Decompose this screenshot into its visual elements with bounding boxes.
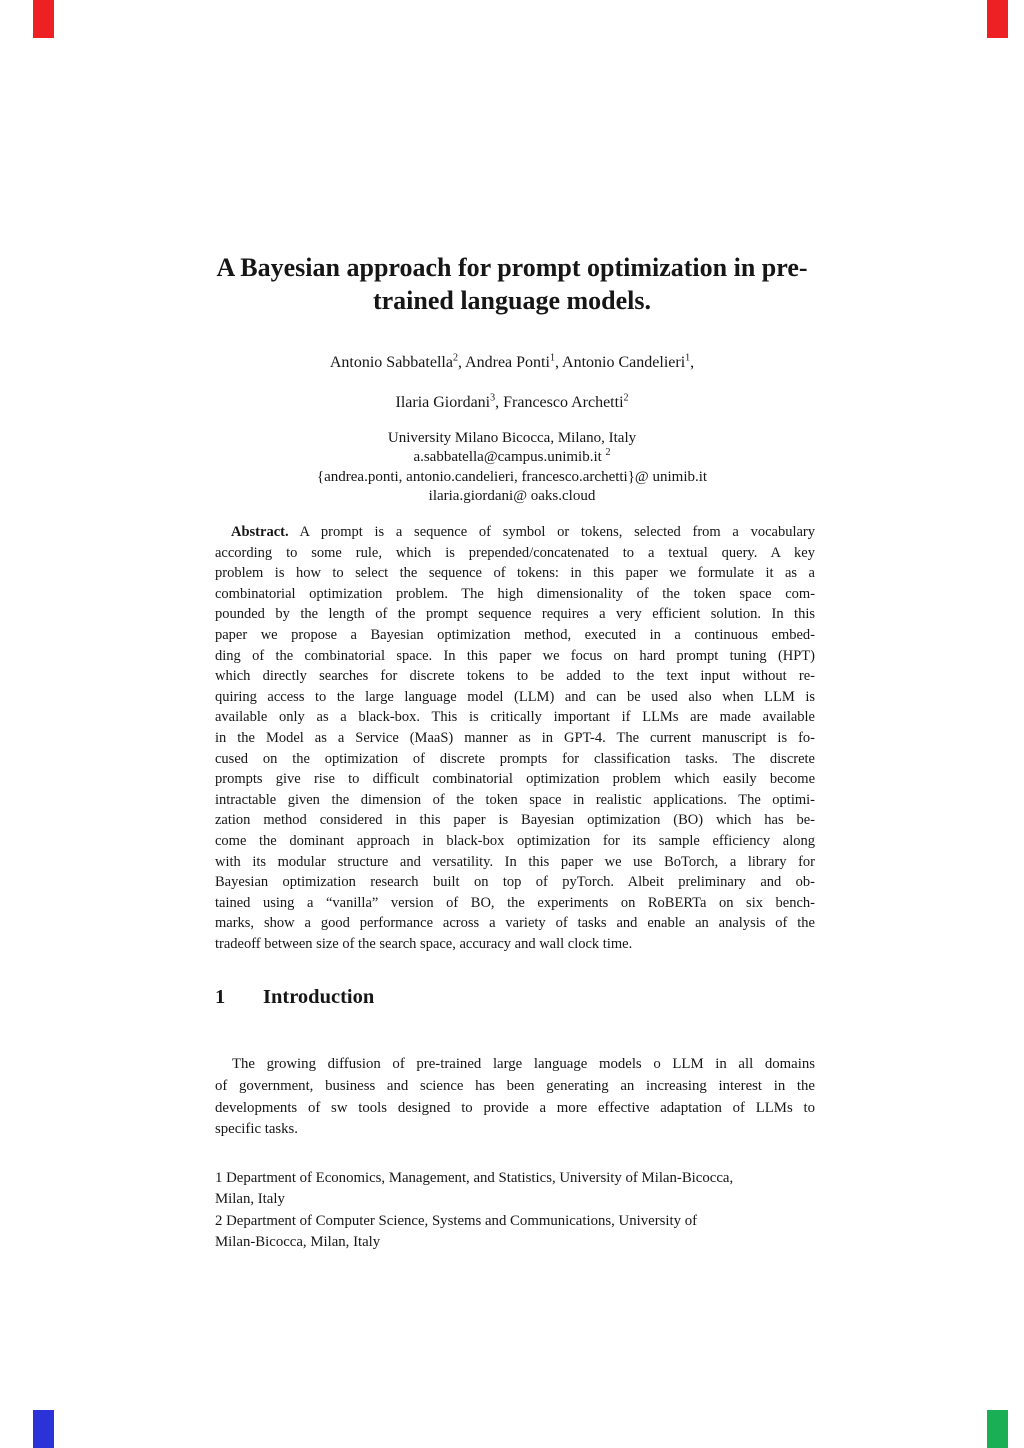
paper-title-line-2: trained language models. <box>372 286 652 315</box>
authors-line-1 <box>0 354 1024 372</box>
abstract-line: cused on the optimization of discrete prompts for classification tasks. The discrete <box>215 750 815 767</box>
abstract-line: combinatorial optimization problem. The high dimensionality of the token space com- <box>215 585 815 602</box>
author-affiliation-superscript: 3 <box>490 392 496 404</box>
email-line-1 <box>0 448 1024 467</box>
abstract-line: with its modular structure and versatility. In this paper we use BoTorch, a library for <box>215 853 815 870</box>
author-name: , Antonio Candelieri <box>554 354 686 371</box>
abstract-line: A prompt is a sequence of symbol or tokens, selected from a vocabulary <box>288 524 815 540</box>
email-line-3: ilaria.giordani@ oaks.cloud <box>428 488 596 505</box>
abstract-line: available only as a black-box. This is critically important if LLMs are made available <box>215 709 815 726</box>
paper-title <box>0 251 1024 317</box>
email-line-2: {andrea.ponti, antonio.candelieri, francesco.archetti}@ unimib.it <box>316 468 708 485</box>
abstract-line: according to some rule, which is prepended/concatenated to a textual query. A key <box>215 544 815 561</box>
abstract-line: paper we propose a Bayesian optimization method, executed in a continuous embed- <box>215 626 815 643</box>
footnote-line: Milan, Italy <box>215 1191 285 1208</box>
scan-mark-top-right <box>987 0 1008 38</box>
author-affiliation-superscript: 2 <box>452 352 458 364</box>
abstract-line: Bayesian optimization research built on top of pyTorch. Albeit preliminary and ob- <box>215 874 815 891</box>
scan-mark-bottom-left <box>33 1410 54 1448</box>
scan-mark-bottom-right <box>987 1410 1008 1448</box>
abstract-last-line: tradeoff between size of the search space, accuracy and wall clock time. <box>215 935 633 952</box>
author-name-trailing-comma: , <box>690 354 695 371</box>
intro-last-line: specific tasks. <box>215 1121 299 1138</box>
abstract-label: Abstract. <box>231 524 289 540</box>
abstract-line: intractable given the dimension of the token space in realistic applications. The optimi- <box>215 791 815 808</box>
abstract-line: tained using a “vanilla” version of BO, the experiments on RoBERTa on six bench- <box>215 894 815 911</box>
affiliation-block <box>0 429 1024 507</box>
footnote-line: Milan-Bicocca, Milan, Italy <box>215 1233 381 1250</box>
abstract-line: marks, show a good performance across a variety of tasks and enable an analysis of the <box>215 915 815 932</box>
email-address: a.sabbatella@campus.unimib.it <box>413 449 602 466</box>
abstract-line: zation method considered in this paper is Bayesian optimization (BO) which has be- <box>215 812 815 829</box>
footnote-line: 1 Department of Economics, Management, and Statistics, University of Milan-Bicocca, <box>215 1170 734 1186</box>
abstract-line: which directly searches for discrete tokens to be added to the text input without re- <box>215 668 815 685</box>
email-superscript: 2 <box>605 447 611 459</box>
scan-mark-top-left <box>33 0 54 38</box>
section-number: 1 <box>215 986 226 1008</box>
author-name: , Francesco Archetti <box>495 394 624 411</box>
section-title: Introduction <box>263 986 375 1008</box>
author-name: , Andrea Ponti <box>457 354 550 371</box>
authors-line-2 <box>0 394 1024 412</box>
affiliation-institution: University Milano Bicocca, Milano, Italy <box>387 430 637 446</box>
abstract-line: prompts give rise to difficult combinatorial optimization problem which easily become <box>215 771 815 788</box>
author-affiliation-superscript: 1 <box>685 352 691 364</box>
abstract-line: come the dominant approach in black-box optimization for its sample efficiency along <box>215 832 815 849</box>
author-name: Ilaria Giordani <box>395 394 491 411</box>
abstract-line: problem is how to select the sequence of tokens: in this paper we formulate it as a <box>215 565 815 582</box>
abstract-line: in the Model as a Service (MaaS) manner as in GPT-4. The current manuscript is fo- <box>215 729 815 746</box>
footnotes <box>215 1168 815 1253</box>
author-affiliation-superscript: 2 <box>623 392 629 404</box>
abstract <box>215 522 815 954</box>
intro-line: The growing diffusion of pre-trained large language models o LLM in all domains <box>232 1056 815 1072</box>
section-heading-introduction <box>215 986 374 1009</box>
paper-title-line-1: A Bayesian approach for prompt optimization in pre- <box>216 253 808 282</box>
abstract-line: quiring access to the large language model (LLM) and can be used also when LLM is <box>215 688 815 705</box>
intro-line: developments of sw tools designed to provide a more effective adaptation of LLMs to <box>215 1099 815 1116</box>
intro-line: of government, business and science has been generating an increasing interest in the <box>215 1077 815 1094</box>
abstract-first-line <box>215 522 815 543</box>
introduction-paragraph <box>215 1054 815 1141</box>
author-affiliation-superscript: 1 <box>549 352 555 364</box>
abstract-line: pounded by the length of the prompt sequence requires a very efficient solution. In this <box>215 606 815 623</box>
author-name: Antonio Sabbatella <box>329 354 453 371</box>
abstract-line: ding of the combinatorial space. In this paper we focus on hard prompt tuning (HPT) <box>215 647 815 664</box>
footnote-line: 2 Department of Computer Science, Systems and Communications, University of <box>215 1212 698 1229</box>
